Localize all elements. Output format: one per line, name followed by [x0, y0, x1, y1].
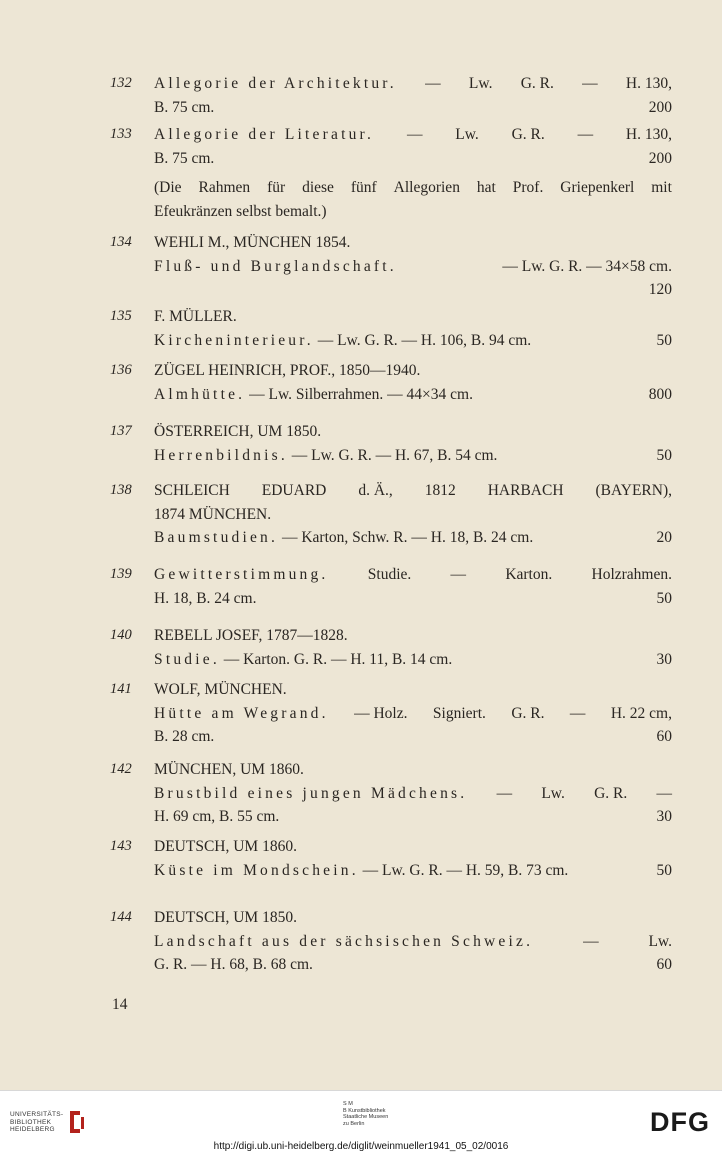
- entry-text: —: [569, 704, 586, 722]
- entry-body: [154, 624, 672, 671]
- entry-text: WEHLI M., MÜNCHEN 1854.: [154, 234, 351, 251]
- entry-text: — Lw. G. R. — H. 106, B. 94 cm.: [313, 331, 532, 349]
- entry-title-text: Studie.: [154, 650, 220, 668]
- entry-body: [154, 906, 672, 977]
- entry-title-text: Herrenbildnis.: [154, 446, 288, 464]
- entry-line: [154, 563, 672, 587]
- entry-text: Signiert.: [432, 704, 486, 722]
- entry-body: [154, 231, 672, 302]
- entry-line: [154, 255, 672, 279]
- entry-title-text: Fluß- und Burglandschaft.: [154, 257, 397, 275]
- entry-number: 143: [110, 838, 132, 854]
- entry-line: [154, 805, 672, 829]
- entry-number: 142: [110, 761, 132, 777]
- entry-line: [154, 782, 672, 806]
- museum-line: zu Berlin: [343, 1120, 365, 1127]
- entry-text: G. R.: [520, 75, 554, 92]
- entry-text: SCHLEICH: [154, 482, 230, 499]
- entry-text: B. 75 cm.: [154, 98, 215, 116]
- entry-text: — Holz.: [354, 704, 408, 722]
- entry-text: Karton.: [505, 566, 553, 583]
- entry-text: G. R.: [594, 784, 628, 802]
- entry-text: —: [583, 932, 599, 950]
- source-url-link[interactable]: http://digi.ub.uni-heidelberg.de/diglit/weinmueller1941_05_02/0016: [213, 1141, 509, 1152]
- entry-text: — Lw. G. R. — H. 59, B. 73 cm.: [358, 861, 569, 879]
- entry-line: [154, 231, 672, 255]
- entry-body: [154, 420, 672, 467]
- note-word: Allegorien: [393, 179, 460, 196]
- entry-line: [154, 678, 672, 702]
- entry-text: HARBACH: [487, 482, 564, 499]
- note-word: für: [267, 179, 286, 196]
- entry-number: 135: [110, 308, 132, 324]
- entry-body: [154, 678, 672, 749]
- entry-text: —: [496, 784, 513, 802]
- entry-line: [154, 503, 672, 527]
- entry-line: [154, 479, 672, 503]
- entry-text: —: [582, 75, 598, 92]
- entry-title-text: Hütte am Wegrand.: [154, 704, 329, 722]
- entry-number: 144: [110, 909, 132, 925]
- entry-line: [154, 383, 672, 407]
- entry-text: G. R.: [511, 704, 545, 722]
- entry-number: 132: [110, 75, 132, 91]
- entry-line: [154, 725, 672, 749]
- entry-body: [154, 359, 672, 406]
- entry-number: 140: [110, 627, 132, 643]
- entry-text: G. R.: [511, 126, 545, 143]
- museum-line: S M: [343, 1101, 353, 1107]
- entry-title-text: Küste im Mondschein.: [154, 861, 359, 879]
- entry-line: [154, 624, 672, 648]
- entry-body: [154, 305, 672, 352]
- entry-text: B. 28 cm.: [154, 728, 215, 745]
- library-line: HEIDELBERG: [10, 1126, 55, 1133]
- entry-text: 1812: [424, 482, 456, 499]
- entry-text: 1874 MÜNCHEN.: [154, 505, 272, 523]
- entry-body: [154, 563, 672, 610]
- entry-number: 134: [110, 234, 132, 250]
- entry-text: B. 75 cm.: [154, 149, 215, 167]
- entry-body: [154, 72, 672, 119]
- entry-text: — Lw. Silberrahmen. — 44×34 cm.: [245, 385, 473, 403]
- entry-title-text: Kircheninterieur.: [154, 331, 314, 349]
- entry-text: (BAYERN),: [595, 482, 672, 499]
- entry-text: —: [425, 75, 441, 92]
- page-number: 14: [112, 996, 128, 1013]
- entry-line: [154, 526, 672, 550]
- digitization-footer: [0, 1090, 722, 1154]
- entry-title-text: Landschaft aus der sächsischen Schweiz.: [154, 932, 534, 950]
- note-word: mit: [651, 179, 672, 196]
- entry-line: [154, 953, 672, 977]
- frames-note: [154, 176, 672, 223]
- price: 30: [656, 650, 672, 668]
- entry-text: d. Ä.,: [358, 482, 393, 499]
- entry-text: Lw.: [455, 126, 479, 143]
- price: 30: [656, 808, 672, 825]
- entry-line: [154, 123, 672, 147]
- entry-text: H. 130,: [625, 126, 672, 143]
- entry-body: [154, 123, 672, 170]
- entry-line: [154, 758, 672, 782]
- entry-line: [154, 444, 672, 468]
- entry-text: Lw.: [541, 784, 565, 802]
- price: 50: [656, 589, 672, 607]
- dfg-logo: DFG: [650, 1107, 710, 1137]
- price: 50: [656, 861, 672, 879]
- entry-number: 141: [110, 681, 132, 697]
- note-line-2: Efeukränzen selbst bemalt.): [154, 202, 327, 220]
- library-logo-icon: [66, 1109, 86, 1135]
- note-word: (Die: [154, 179, 182, 196]
- price: 200: [648, 98, 672, 116]
- library-line: BIBLIOTHEK: [10, 1118, 52, 1126]
- entry-text: — Karton. G. R. — H. 11, B. 14 cm.: [219, 650, 453, 668]
- price: 200: [648, 149, 672, 167]
- entry-line: [154, 702, 672, 726]
- entry-text: ÖSTERREICH, UM 1850.: [154, 423, 322, 440]
- entry-text: —: [656, 784, 672, 802]
- library-name: [10, 1111, 63, 1134]
- price: 50: [656, 446, 672, 464]
- price: 120: [648, 281, 672, 298]
- entry-line: [154, 329, 672, 353]
- note-line-1: [154, 176, 672, 200]
- entry-text: H. 18, B. 24 cm.: [154, 589, 257, 607]
- entry-title-text: Baumstudien.: [154, 529, 279, 546]
- entry-text: —: [450, 566, 467, 583]
- note-word: diese: [302, 179, 334, 196]
- entry-text: —: [577, 126, 594, 143]
- price: 20: [656, 529, 672, 546]
- entry-title-text: Allegorie der Literatur.: [154, 126, 375, 143]
- entry-line: [154, 359, 672, 383]
- entry-body: [154, 479, 672, 550]
- entry-title-text: Allegorie der Architektur.: [154, 75, 397, 92]
- entry-number: 136: [110, 362, 132, 378]
- entry-line: [154, 147, 672, 171]
- entry-text: EDUARD: [261, 482, 327, 499]
- entry-text: — Lw. G. R. — 34×58 cm.: [502, 257, 672, 275]
- museum-label: [343, 1101, 388, 1127]
- entry-text: Lw.: [468, 75, 493, 92]
- entry-line: [154, 648, 672, 672]
- entry-body: [154, 758, 672, 829]
- entry-text: REBELL JOSEF, 1787—1828.: [154, 627, 348, 644]
- entry-text: — Lw. G. R. — H. 67, B. 54 cm.: [287, 446, 498, 464]
- note-word: Griepenkerl: [560, 179, 635, 196]
- entry-text: ZÜGEL HEINRICH, PROF., 1850—1940.: [154, 362, 421, 379]
- entry-text: H. 22 cm,: [610, 704, 672, 722]
- entry-text: Holzrahmen.: [591, 566, 672, 583]
- price: 60: [656, 728, 672, 745]
- entry-text: —: [406, 126, 423, 143]
- entry-line: [154, 96, 672, 120]
- entry-text: F. MÜLLER.: [154, 308, 237, 325]
- entry-number: 139: [110, 566, 132, 582]
- entry-number: 133: [110, 126, 132, 142]
- note-word: Prof.: [512, 179, 544, 196]
- entry-line: [154, 835, 672, 859]
- entry-text: MÜNCHEN, UM 1860.: [154, 761, 304, 778]
- price: 50: [656, 331, 672, 349]
- note-word: Rahmen: [198, 179, 251, 196]
- note-word: fünf: [350, 179, 377, 196]
- entry-text: DEUTSCH, UM 1860.: [154, 838, 297, 855]
- price: 60: [656, 956, 672, 973]
- museum-line: B Kunstbibliothek: [343, 1107, 386, 1114]
- entry-text: H. 130,: [625, 75, 672, 92]
- entry-line: [154, 930, 672, 954]
- price: 800: [648, 385, 672, 403]
- entry-title-text: Brustbild eines jungen Mädchens.: [154, 784, 468, 802]
- entry-body: [154, 835, 672, 882]
- entry-line: [154, 420, 672, 444]
- entry-line: [154, 906, 672, 930]
- note-word: hat: [476, 179, 496, 196]
- entry-text: G. R. — H. 68, B. 68 cm.: [154, 956, 313, 973]
- entry-text: — Karton, Schw. R. — H. 18, B. 24 cm.: [278, 529, 534, 546]
- entry-text: Studie.: [367, 566, 412, 583]
- entry-line: [154, 587, 672, 611]
- entry-line: [154, 305, 672, 329]
- entry-title-text: Gewitterstimmung.: [154, 566, 329, 583]
- entry-number: 137: [110, 423, 132, 439]
- entry-line: [154, 72, 672, 96]
- entry-title-text: Almhütte.: [154, 385, 246, 403]
- library-line: UNIVERSITÄTS-: [10, 1111, 64, 1118]
- entry-text: H. 69 cm, B. 55 cm.: [154, 808, 280, 825]
- entry-text: WOLF, MÜNCHEN.: [154, 681, 287, 698]
- entry-text: DEUTSCH, UM 1850.: [154, 909, 297, 926]
- entry-number: 138: [110, 482, 132, 498]
- entry-text: Lw.: [648, 932, 672, 950]
- entry-line: [154, 859, 672, 883]
- entry-line: [154, 278, 672, 302]
- museum-line: Staatliche Museen: [343, 1114, 389, 1121]
